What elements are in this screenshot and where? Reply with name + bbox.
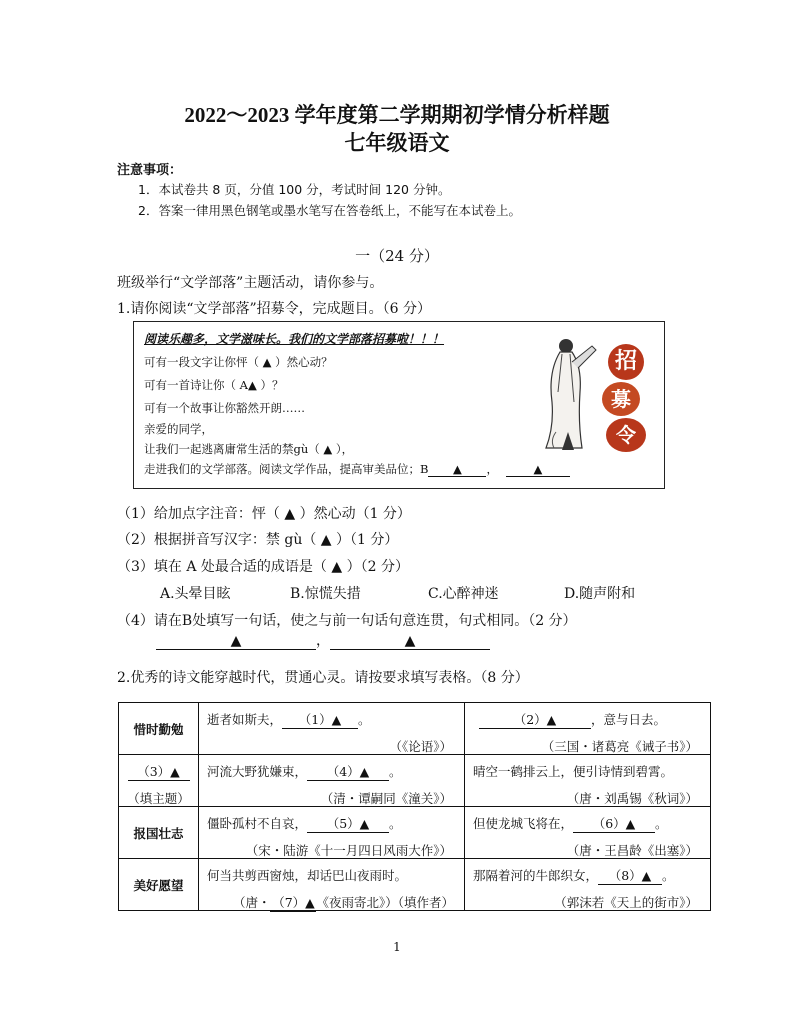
theme-label: 惜时勤勉 [133, 721, 184, 737]
scholar-figure-illustration [538, 332, 600, 452]
left-cell [199, 807, 465, 859]
poster-line-7-text: 走进我们的文学部落。阅读文学作品，提高审美品位；B [144, 462, 429, 476]
q1-sub2: （2）根据拼音写汉字：禁 gù（ ▲ ）（1 分） [117, 532, 399, 548]
page-number: 1 [393, 940, 401, 954]
answer-blank: （2）▲ [479, 710, 591, 729]
q1-stem: 1.请你阅读“文学部落”招募令，完成题目。（6 分） [117, 301, 432, 317]
poster-blank-b2: ▲ [506, 462, 570, 477]
punct: 。 [358, 712, 371, 727]
poster-line-6: 让我们一起逃离庸常生活的禁gù（ ▲ ）， [144, 442, 354, 456]
q1-sub4-comma: ， [316, 633, 330, 649]
theme-hint: （填主题） [127, 791, 190, 806]
answer-blank: （4）▲ [307, 762, 389, 781]
activity-intro: 班级举行“文学部落”主题活动，请你参与。 [117, 275, 384, 291]
answer-blank: （1）▲ [282, 710, 358, 729]
poem-line: ，意与日去。 [591, 712, 667, 727]
punct: 。 [389, 764, 402, 779]
right-cell [465, 859, 711, 911]
section-heading: 一（24 分） [355, 247, 439, 265]
poem-line: 僵卧孤村不自哀， [207, 816, 308, 831]
poem-line: 晴空一鹤排云上，便引诗情到碧霄。 [473, 764, 674, 779]
table-row [119, 807, 711, 859]
left-cell [199, 703, 465, 755]
q1-sub1: （1）给加点字注音：怦（ ▲ ）然心动（1 分） [117, 506, 411, 522]
q1-option-b: B.惊慌失措 [290, 586, 361, 602]
q1-sub4-blank-1: ▲ [156, 633, 316, 650]
q1-option-c: C.心醉神迷 [428, 586, 499, 602]
theme-label: 美好愿望 [133, 877, 184, 893]
poem-line: 但使龙城飞将在， [473, 816, 574, 831]
q2-stem: 2.优秀的诗文能穿越时代，贯通心灵。请按要求填写表格。（8 分） [117, 670, 529, 686]
answer-blank: （6）▲ [573, 814, 655, 833]
notes-heading: 注意事项： [117, 163, 183, 178]
seal-char-3: 令 [606, 418, 646, 452]
note-item-1: 1．本试卷共 8 页，分值 100 分，考试时间 120 分钟。 [138, 182, 451, 197]
poem-line: 河流大野犹嫌束， [207, 764, 308, 779]
poster-headline: 阅读乐趣多，文学滋味长。我们的文学部落招募啦！！！ [144, 332, 445, 346]
poem-source: （三国・诸葛亮《诫子书》） [541, 739, 698, 754]
seal-char-2: 募 [602, 382, 640, 416]
poem-source: （清・谭嗣同《潼关》） [320, 791, 452, 806]
q1-sub3: （3）填在 A 处最合适的成语是（ ▲ ）（2 分） [117, 559, 409, 575]
poster-line-4: 可有一个故事让你豁然开朗…… [144, 401, 305, 415]
seal-char-1: 招 [608, 344, 644, 380]
poster-line-7 [144, 461, 570, 477]
theme-label: 报国壮志 [133, 825, 184, 841]
left-cell [199, 859, 465, 911]
answer-blank-theme: （3）▲ [128, 762, 190, 781]
poem-source: （郭沫若《天上的街市》） [554, 895, 698, 910]
poster-blank-b1: ▲ [428, 462, 486, 477]
left-cell [199, 755, 465, 807]
q1-sub4-blank-2: ▲ [330, 633, 490, 650]
title-line-2: 七年级语文 [344, 131, 450, 155]
poem-line: 何当共剪西窗烛，却话巴山夜雨时。 [207, 868, 408, 883]
right-cell [465, 807, 711, 859]
q1-sub4-answer [156, 630, 490, 650]
answer-blank: （5）▲ [307, 814, 389, 833]
right-cell [465, 703, 711, 755]
punct: 。 [662, 868, 675, 883]
poster-line-3: 可有一首诗让你（ A▲ ）？ [144, 378, 284, 392]
poem-line: 逝者如斯夫， [207, 712, 283, 727]
q1-sub4: （4）请在B处填写一句话，使之与前一句话句意连贯，句式相同。（2 分） [117, 613, 577, 629]
poster-line-2: 可有一段文字让你怦（ ▲ ）然心动？ [144, 355, 333, 369]
answer-blank: （8）▲ [598, 866, 662, 885]
theme-cell [119, 807, 199, 859]
right-cell [465, 755, 711, 807]
note-item-2: 2．答案一律用黑色钢笔或墨水笔写在答卷纸上，不能写在本试卷上。 [138, 203, 521, 218]
answer-blank: （7）▲ [272, 895, 315, 910]
source-post: 《夜雨寄北》）（填作者） [316, 895, 454, 910]
table-row [119, 859, 711, 911]
theme-cell [119, 755, 199, 807]
table-row [119, 703, 711, 755]
poem-source: （《论语》） [389, 739, 452, 754]
punct: 。 [655, 816, 668, 831]
q1-option-d: D.随声附和 [564, 586, 636, 602]
poetry-table [118, 702, 711, 911]
poster-line-5: 亲爱的同学， [144, 422, 213, 436]
poem-source: （宋・陆游《十一月四日风雨大作》） [245, 843, 452, 858]
poem-source: （唐・王昌龄《出塞》） [566, 843, 698, 858]
title-line-1: 2022～2023 学年度第二学期期初学情分析样题 [184, 103, 610, 127]
poem-line: 那隔着河的牛郎织女， [473, 868, 599, 883]
poster-comma: ， [486, 462, 498, 476]
source-pre: （唐・ [232, 895, 271, 910]
theme-cell [119, 859, 199, 911]
theme-cell [119, 703, 199, 755]
recruit-poster [133, 321, 665, 489]
poem-source: （唐・刘禹锡《秋词》） [566, 791, 698, 806]
q1-option-a: A.头晕目眩 [160, 586, 231, 602]
punct: 。 [389, 816, 402, 831]
table-row [119, 755, 711, 807]
